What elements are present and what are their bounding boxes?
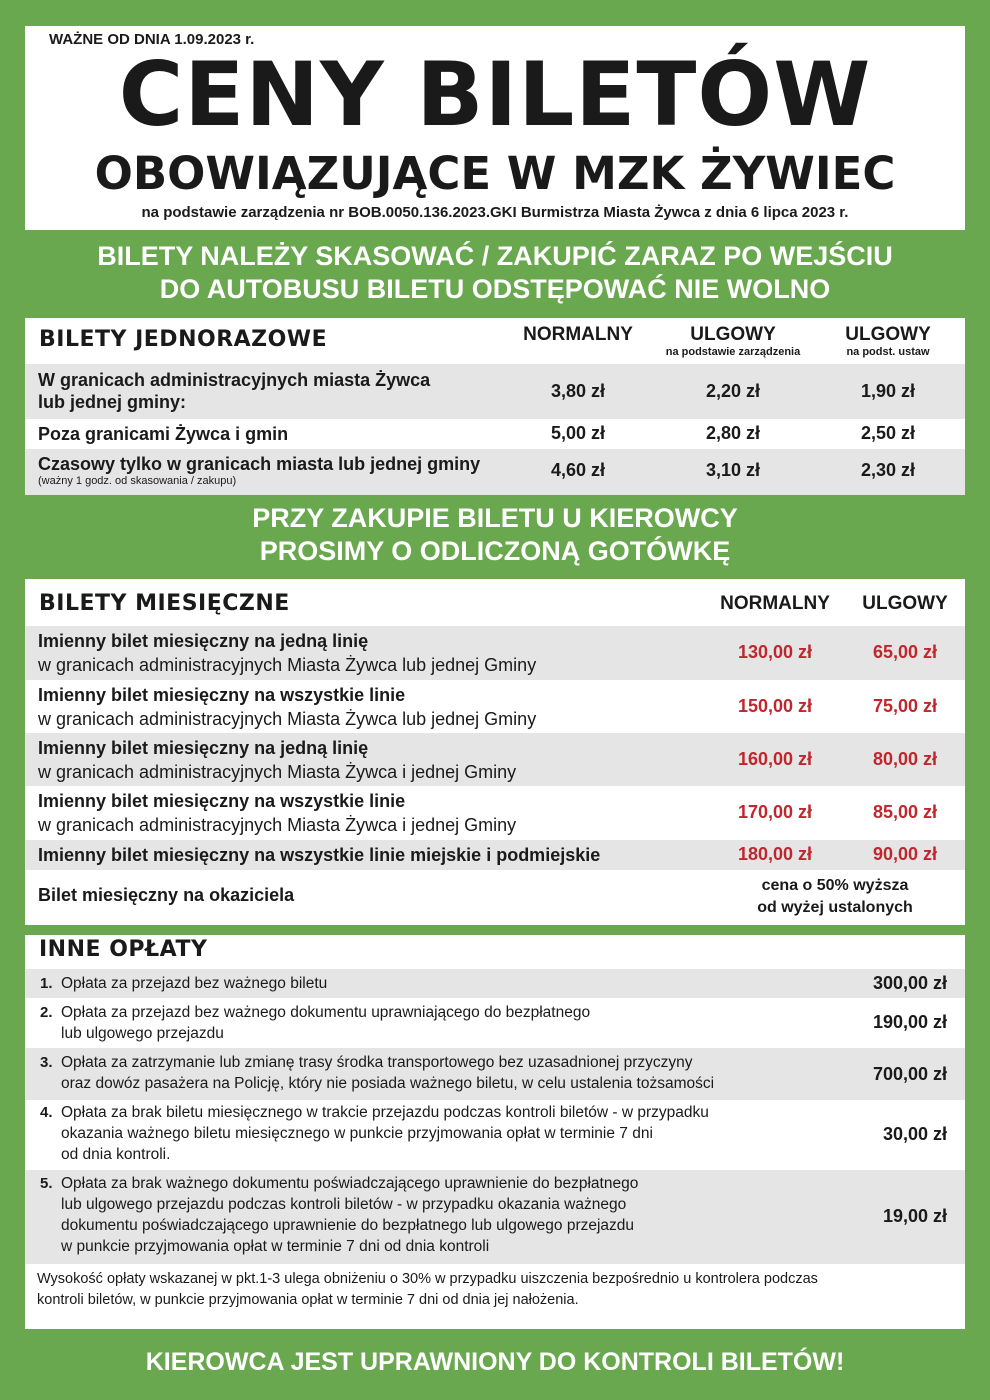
legal-basis: na podstawie zarządzenia nr BOB.0050.136.2023.GKI Burmistrza Miasta Żywca z dnia 6 lipca 2023 r. <box>141 204 849 221</box>
monthly-col-reduced <box>845 593 965 615</box>
notice-exact-change-line1: PRZY ZAKUPIE BILETU U KIEROWCY <box>252 503 738 533</box>
col-normal-label: NORMALNY <box>523 324 633 345</box>
fee-text-line: w punkcie przyjmowania opłat w terminie 7 dni od dnia kontroli <box>61 1238 490 1255</box>
price-reduced: 90,00 zł <box>872 844 938 864</box>
fee-text-line: okazania ważnego biletu miesięcznego w punkcie przyjmowania opłat w terminie 7 dni <box>61 1125 653 1142</box>
price-normal: 170,00 zł <box>737 802 813 822</box>
table-row <box>25 680 965 733</box>
fee-footnote-line2: kontroli biletów, w punkcie przyjmowania opłat w terminie 7 dni od dnia jej nałożenia. <box>37 1292 579 1308</box>
fee-number: 3. <box>40 1054 53 1071</box>
row-label <box>38 843 600 867</box>
price-reduced2: 1,90 zł <box>860 381 916 401</box>
fee-text <box>61 1102 841 1165</box>
table-row <box>25 786 965 840</box>
row-label-main: Czasowy tylko w granicach miasta lub jednej gminy <box>38 454 481 474</box>
col-reduced1-header <box>653 324 813 359</box>
fee-text-line: lub ulgowego przejazdu podczas kontroli biletów - w przypadku okazania ważnego <box>61 1196 627 1213</box>
row-label-bold: Imienny bilet miesięczny na jedną linię <box>38 738 369 758</box>
single-tickets-title: BILETY JEDNORAZOWE <box>39 327 328 352</box>
monthly-tickets-panel <box>25 579 965 925</box>
bearer-price-line1: cena o 50% wyższa <box>761 877 909 894</box>
row-label-bold: Imienny bilet miesięczny na wszystkie linie <box>38 685 406 705</box>
price-normal: 130,00 zł <box>737 642 813 662</box>
notice-validate-line1: BILETY NALEŻY SKASOWAĆ / ZAKUPIĆ ZARAZ PO WEJŚCIU <box>97 241 893 271</box>
fee-number: 1. <box>40 975 53 992</box>
fee-text <box>61 1173 841 1257</box>
fee-value: 30,00 zł <box>882 1124 947 1144</box>
price-reduced1: 2,80 zł <box>705 423 761 443</box>
fee-text-line: od dnia kontroli. <box>61 1146 171 1163</box>
fee-number: 4. <box>40 1104 53 1121</box>
table-row <box>25 364 965 419</box>
price-reduced2: 2,30 zł <box>860 460 916 480</box>
fee-value: 700,00 zł <box>872 1064 947 1084</box>
table-row <box>25 419 965 449</box>
row-label-plain: w granicach administracyjnych Miasta Żywca lub jednej Gminy <box>38 655 537 675</box>
row-label-bold: Imienny bilet miesięczny na wszystkie linie <box>38 791 406 811</box>
price-reduced2: 2,50 zł <box>860 423 916 443</box>
other-fees-panel <box>25 935 965 1329</box>
page-subtitle: OBOWIĄZUJĄCE W MZK ŻYWIEC <box>94 147 896 200</box>
fee-text-line: lub ulgowego przejazdu <box>61 1025 224 1042</box>
fee-text-line: Opłata za przejazd bez ważnego dokumentu uprawniającego do bezpłatnego <box>61 1004 591 1021</box>
bearer-price <box>725 875 945 919</box>
price-normal: 150,00 zł <box>737 696 813 716</box>
row-label-plain: w granicach administracyjnych Miasta Żywca lub jednej Gminy <box>38 709 537 729</box>
row-label-bold: Imienny bilet miesięczny na jedną linię <box>38 631 369 651</box>
fee-row <box>25 998 965 1048</box>
fee-text <box>61 1002 841 1044</box>
row-label <box>38 629 536 677</box>
fee-text-line: dokumentu poświadczającego uprawnienie do bezpłatnego lub ulgowego przejazdu <box>61 1217 635 1234</box>
fee-value: 300,00 zł <box>872 973 947 993</box>
row-label-note: (ważny 1 godz. od skasowania / zakupu) <box>38 475 237 487</box>
fee-footnote <box>37 1269 957 1311</box>
fee-row <box>25 969 965 998</box>
table-row <box>25 626 965 680</box>
fee-value: 190,00 zł <box>872 1012 947 1032</box>
notice-validate-line2: DO AUTOBUSU BILETU ODSTĘPOWAĆ NIE WOLNO <box>159 274 831 304</box>
fee-text <box>61 973 841 994</box>
fee-text <box>61 1052 841 1094</box>
page-title: CENY BILETÓW <box>118 43 872 146</box>
fee-value: 19,00 zł <box>882 1206 947 1226</box>
row-label <box>38 736 516 784</box>
monthly-col-normal <box>705 593 845 615</box>
col-reduced2-sub: na podst. ustaw <box>846 346 930 358</box>
bearer-price-line2: od wyżej ustalonych <box>757 899 913 916</box>
price-reduced: 85,00 zł <box>872 802 938 822</box>
row-label: Poza granicami Żywca i gmin <box>38 424 289 444</box>
other-fees-title: INNE OPŁATY <box>39 937 208 962</box>
table-row <box>25 870 965 925</box>
price-reduced: 75,00 zł <box>872 696 938 716</box>
fee-text-line: Opłata za brak biletu miesięcznego w trakcie przejazdu podczas kontroli biletów - w przypadku <box>61 1104 709 1121</box>
price-reduced: 65,00 zł <box>872 642 938 662</box>
fee-row <box>25 1100 965 1170</box>
monthly-col-reduced-label: ULGOWY <box>862 593 948 614</box>
fee-row <box>25 1170 965 1264</box>
col-reduced1-label: ULGOWY <box>690 324 776 345</box>
bearer-label: Bilet miesięczny na okaziciela <box>38 885 295 905</box>
notice-validate <box>0 240 990 306</box>
row-label <box>38 453 480 488</box>
row-label <box>38 683 536 731</box>
price-normal: 160,00 zł <box>737 749 813 769</box>
notice-exact-change <box>0 502 990 568</box>
table-row <box>25 449 965 495</box>
table-row <box>25 733 965 786</box>
fee-number: 2. <box>40 1004 53 1021</box>
fee-footnote-line1: Wysokość opłaty wskazanej w pkt.1-3 ulega obniżeniu o 30% w przypadku uiszczenia bezpośrednio u kontrolera podczas <box>37 1271 818 1287</box>
table-row <box>25 840 965 870</box>
monthly-tickets-title: BILETY MIESIĘCZNE <box>39 591 290 616</box>
col-normal-header <box>503 324 653 346</box>
fee-text-line: Opłata za brak ważnego dokumentu poświadczającego uprawnienie do bezpłatnego <box>61 1175 639 1192</box>
row-label <box>38 369 430 413</box>
col-reduced2-header <box>813 324 963 359</box>
price-reduced1: 3,10 zł <box>705 460 761 480</box>
fee-text-line: oraz dowóz pasażera na Policję, który nie posiada ważnego biletu, w celu ustalenia tożsamości <box>61 1075 715 1092</box>
price-reduced: 80,00 zł <box>872 749 938 769</box>
row-label-plain: w granicach administracyjnych Miasta Żywca i jednej Gminy <box>38 762 517 782</box>
col-reduced1-sub: na podstawie zarządzenia <box>665 346 801 358</box>
price-normal: 180,00 zł <box>737 844 813 864</box>
price-normal: 4,60 zł <box>550 460 606 480</box>
price-normal: 3,80 zł <box>550 381 606 401</box>
col-reduced2-label: ULGOWY <box>845 324 931 345</box>
fee-text-line: Opłata za przejazd bez ważnego biletu <box>61 975 328 992</box>
fee-text-line: Opłata za zatrzymanie lub zmianę trasy środka transportowego bez uzasadnionej przyczyny <box>61 1054 693 1071</box>
row-label-line2: lub jednej gminy: <box>38 392 187 412</box>
fee-row <box>25 1048 965 1100</box>
header-panel <box>25 26 965 230</box>
row-label <box>38 789 516 837</box>
price-reduced1: 2,20 zł <box>705 381 761 401</box>
fee-number: 5. <box>40 1175 53 1192</box>
row-label-line1: W granicach administracyjnych miasta Żywca <box>38 370 431 390</box>
valid-from: WAŻNE OD DNIA 1.09.2023 r. <box>49 31 255 48</box>
monthly-col-normal-label: NORMALNY <box>720 593 830 614</box>
price-normal: 5,00 zł <box>550 423 606 443</box>
row-label-plain: w granicach administracyjnych Miasta Żywca i jednej Gminy <box>38 815 517 835</box>
single-tickets-panel <box>25 318 965 495</box>
notice-exact-change-line2: PROSIMY O ODLICZONĄ GOTÓWKĘ <box>259 536 731 566</box>
footer-notice: KIEROWCA JEST UPRAWNIONY DO KONTROLI BILETÓW! <box>145 1348 845 1376</box>
row-label-bold: Imienny bilet miesięczny na wszystkie linie miejskie i podmiejskie <box>38 845 601 865</box>
